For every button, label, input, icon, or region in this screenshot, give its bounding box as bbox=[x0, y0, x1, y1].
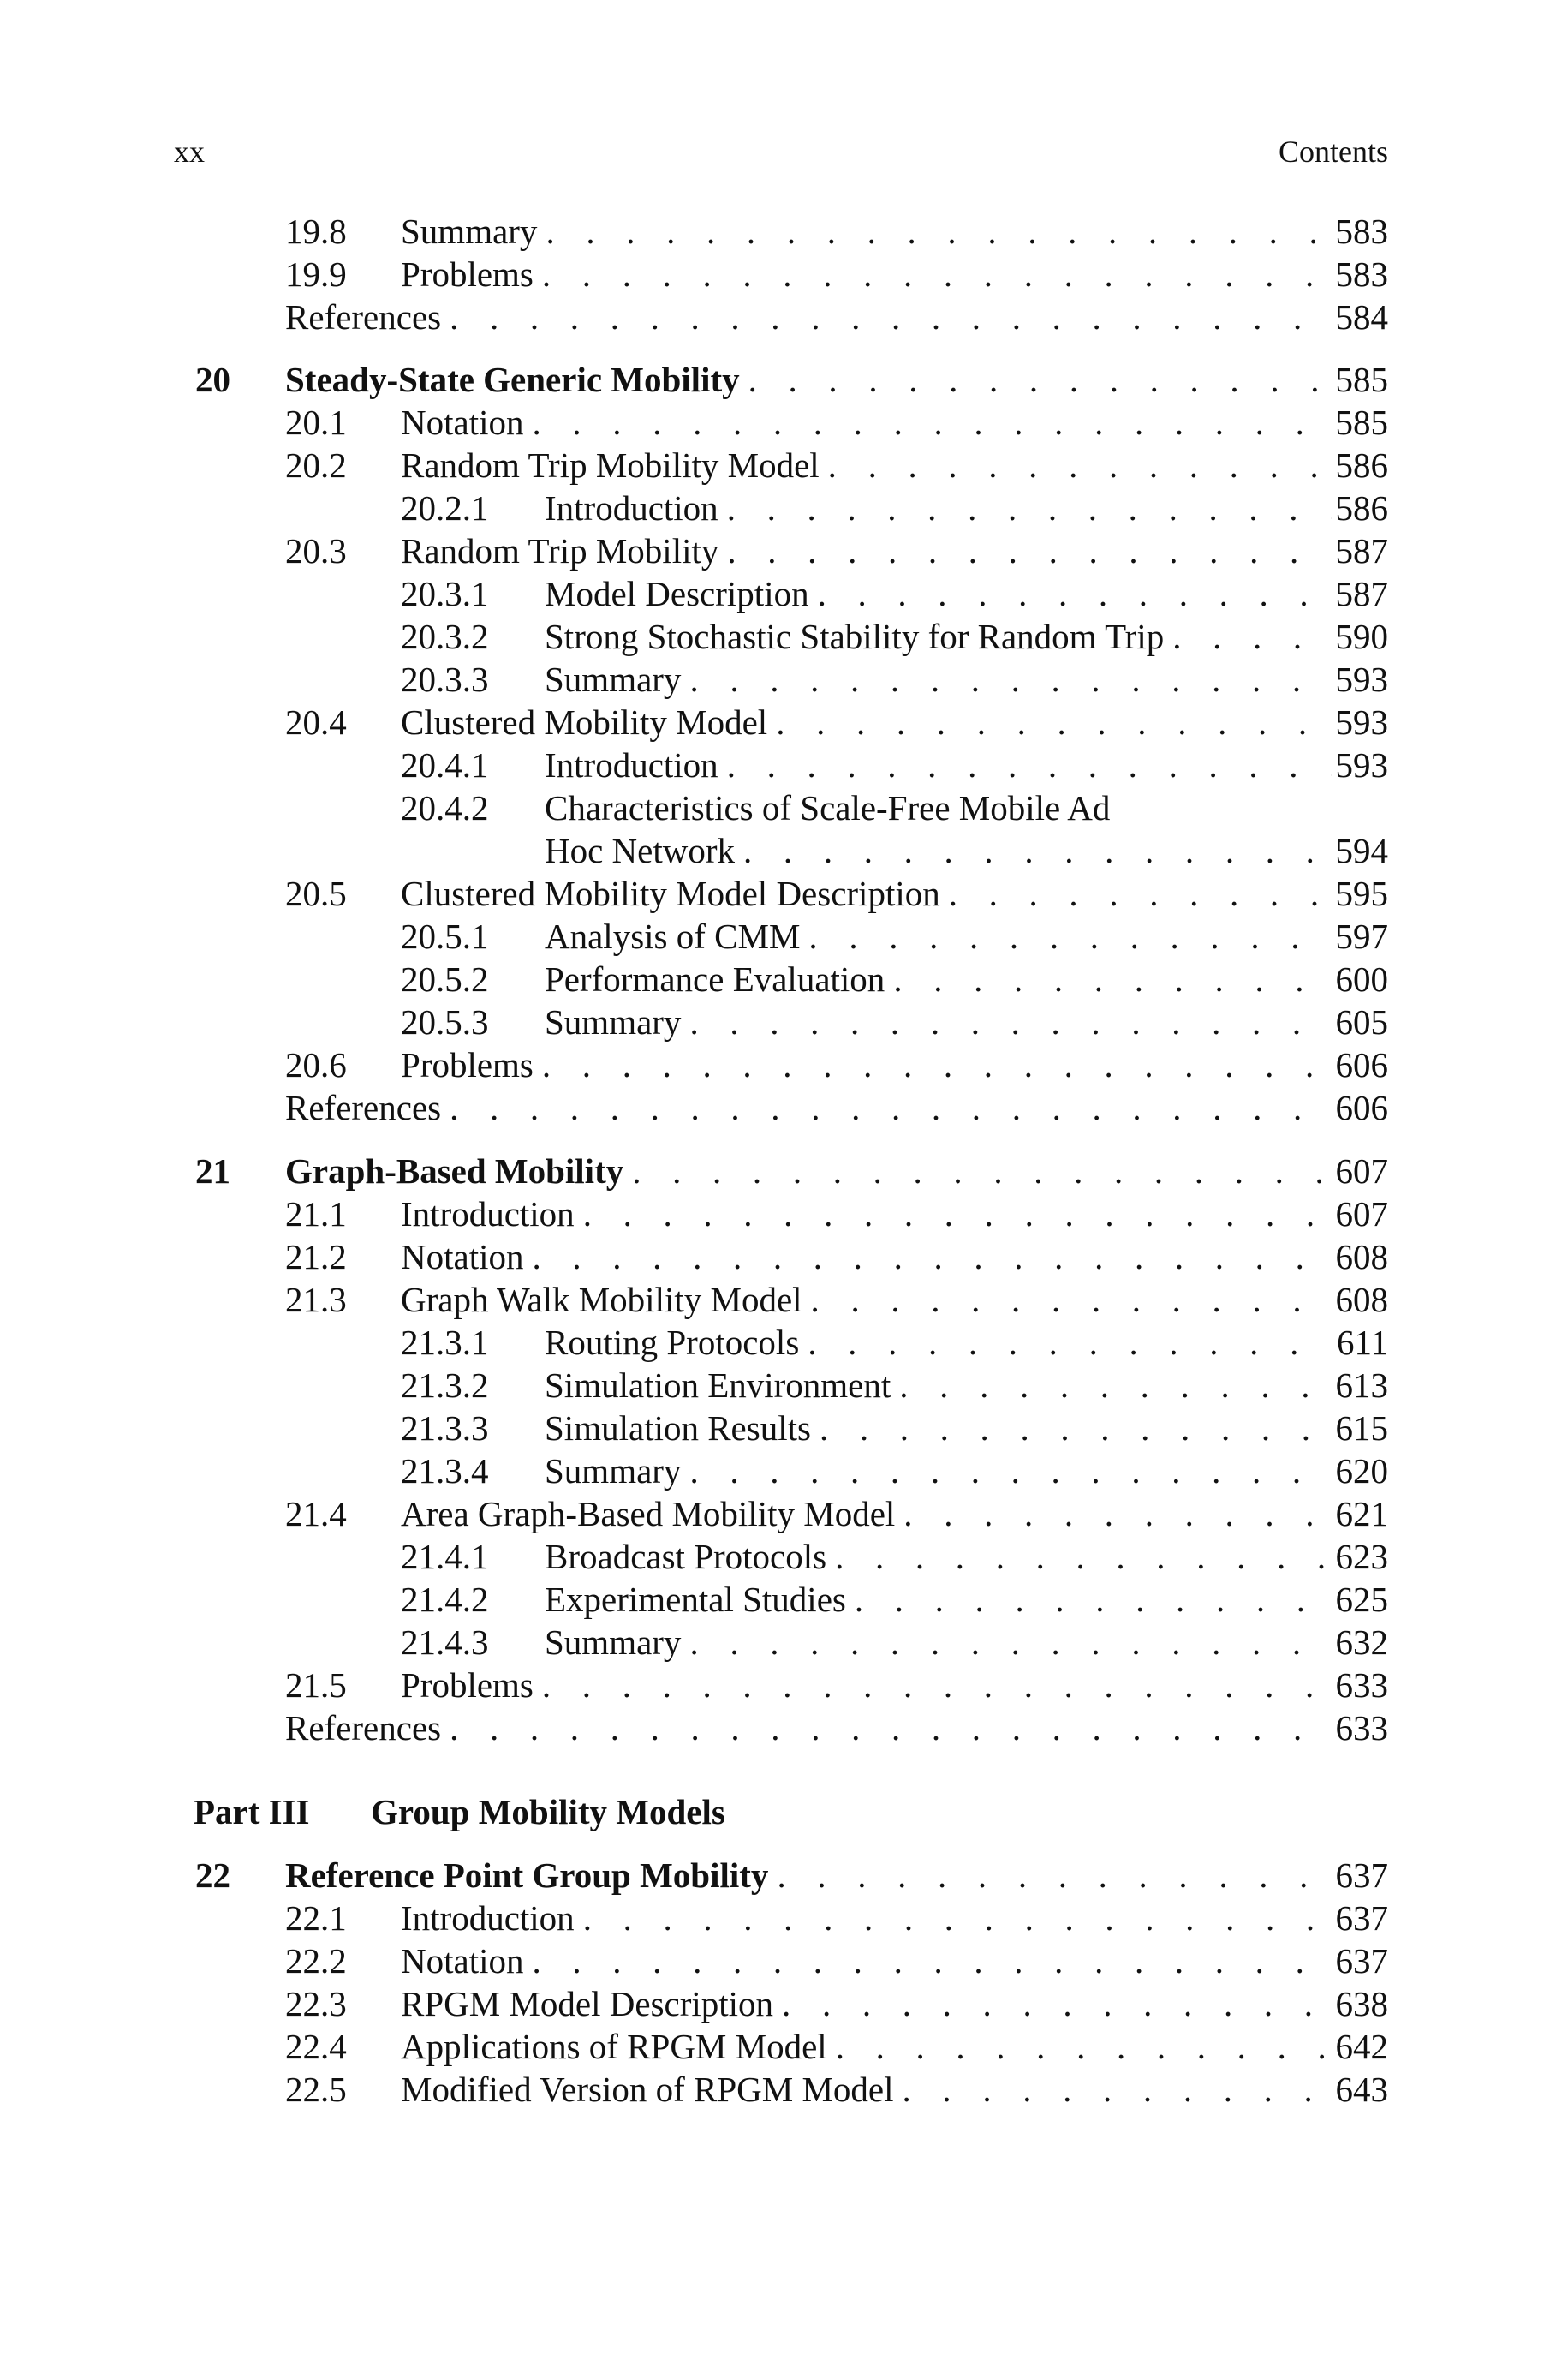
page-number: 606 bbox=[1335, 1045, 1388, 1084]
page-number: 633 bbox=[1335, 1665, 1388, 1705]
page-number: 600 bbox=[1335, 959, 1388, 999]
entry-title: Summary bbox=[545, 1622, 682, 1662]
page-number: 593 bbox=[1335, 702, 1388, 742]
toc-section-entry[interactable] bbox=[0, 701, 1568, 744]
page-number: 607 bbox=[1335, 1194, 1388, 1234]
entry-title-leader bbox=[285, 1706, 1332, 1749]
section-number: 21.4 bbox=[285, 1494, 347, 1533]
entry-title: Reference Point Group Mobility bbox=[285, 1855, 769, 1895]
section-number: 21.4.1 bbox=[401, 1537, 489, 1576]
entry-title: Introduction bbox=[545, 488, 718, 528]
dot-leader bbox=[727, 529, 1332, 572]
page-number: 613 bbox=[1335, 1365, 1388, 1405]
dot-leader bbox=[542, 1043, 1332, 1086]
section-number: 20.5 bbox=[285, 874, 347, 913]
entry-title: Analysis of CMM bbox=[545, 917, 801, 956]
entry-title-leader bbox=[401, 1192, 1332, 1235]
entry-title: References bbox=[285, 1708, 442, 1748]
dot-leader bbox=[836, 2025, 1332, 2068]
entry-title: Characteristics of Scale-Free Mobile Ad bbox=[545, 788, 1111, 828]
dot-leader bbox=[689, 1449, 1332, 1492]
section-number: 21.3 bbox=[285, 1280, 347, 1319]
part-label: Part III bbox=[194, 1792, 310, 1831]
entry-title-leader bbox=[285, 296, 1332, 338]
toc-section-entry[interactable] bbox=[0, 1982, 1568, 2025]
dot-leader bbox=[903, 2068, 1332, 2111]
dot-leader bbox=[808, 1321, 1332, 1364]
section-number: 22.3 bbox=[285, 1984, 347, 2023]
entry-title: Introduction bbox=[545, 745, 718, 785]
page-number: 637 bbox=[1335, 1941, 1388, 1981]
page-number: 583 bbox=[1335, 212, 1388, 251]
dot-leader bbox=[776, 701, 1332, 744]
section-number: 20.2.1 bbox=[401, 488, 489, 528]
chapter-number: 21 bbox=[195, 1151, 230, 1191]
toc-section-entry[interactable] bbox=[0, 2068, 1568, 2111]
dot-leader bbox=[893, 958, 1332, 1001]
page-number: 606 bbox=[1335, 1088, 1388, 1127]
entry-title: Experimental Studies bbox=[545, 1580, 846, 1619]
dot-leader bbox=[546, 210, 1332, 253]
entry-title-leader bbox=[401, 701, 1332, 744]
entry-title-leader bbox=[401, 872, 1332, 915]
section-number: 20.3 bbox=[285, 531, 347, 571]
toc-chapter-entry[interactable] bbox=[0, 1150, 1568, 1192]
entry-title: Summary bbox=[545, 1002, 682, 1042]
section-number: 22.5 bbox=[285, 2070, 347, 2109]
toc-section-entry[interactable] bbox=[0, 401, 1568, 444]
dot-leader bbox=[777, 1854, 1332, 1897]
entry-title-leader bbox=[401, 1235, 1332, 1278]
toc-subsection-entry[interactable] bbox=[0, 1449, 1568, 1492]
page-number: 585 bbox=[1335, 360, 1388, 399]
dot-leader bbox=[542, 253, 1332, 296]
running-head bbox=[174, 132, 1388, 171]
page-number: 607 bbox=[1335, 1151, 1388, 1191]
entry-title: Random Trip Mobility Model bbox=[401, 445, 820, 485]
section-number: 22.4 bbox=[285, 2027, 347, 2066]
page-number: 633 bbox=[1335, 1708, 1388, 1748]
entry-title-leader bbox=[401, 1492, 1332, 1535]
page-folio: xx bbox=[174, 134, 205, 169]
section-number: 20.3.3 bbox=[401, 660, 489, 699]
page-number: 584 bbox=[1335, 297, 1388, 337]
dot-leader bbox=[689, 1621, 1332, 1664]
toc-subsection-entry[interactable] bbox=[0, 1535, 1568, 1578]
entry-title: Model Description bbox=[545, 574, 809, 613]
entry-title-leader bbox=[285, 358, 1332, 401]
entry-title: Summary bbox=[545, 1451, 682, 1491]
page-number: 595 bbox=[1335, 874, 1388, 913]
page-number: 611 bbox=[1337, 1323, 1388, 1362]
entry-title-leader bbox=[401, 1664, 1332, 1706]
toc-section-entry[interactable] bbox=[0, 210, 1568, 253]
section-number: 21.3.3 bbox=[401, 1408, 489, 1448]
dot-leader bbox=[949, 872, 1332, 915]
toc-subsection-entry[interactable] bbox=[0, 658, 1568, 701]
dot-leader bbox=[689, 658, 1332, 701]
entry-title: Steady-State Generic Mobility bbox=[285, 360, 740, 399]
toc-references-entry[interactable] bbox=[0, 296, 1568, 338]
entry-title-leader bbox=[401, 1043, 1332, 1086]
dot-leader bbox=[743, 829, 1332, 872]
dot-leader bbox=[818, 572, 1332, 615]
dot-leader bbox=[782, 1982, 1332, 2025]
page-number: 608 bbox=[1335, 1237, 1388, 1276]
toc-subsection-entry[interactable] bbox=[0, 1364, 1568, 1407]
entry-title-leader bbox=[401, 1939, 1332, 1982]
dot-leader bbox=[1172, 615, 1332, 658]
dot-leader bbox=[899, 1364, 1332, 1407]
toc-subsection-entry[interactable] bbox=[0, 744, 1568, 786]
entry-title: Area Graph-Based Mobility Model bbox=[401, 1494, 896, 1533]
section-number: 21.4.2 bbox=[401, 1580, 489, 1619]
dot-leader bbox=[542, 1664, 1332, 1706]
entry-title-leader bbox=[545, 1621, 1332, 1664]
entry-title-leader bbox=[401, 444, 1332, 487]
entry-title-leader bbox=[401, 1278, 1332, 1321]
toc-section-entry[interactable] bbox=[0, 529, 1568, 572]
page-number: 587 bbox=[1335, 574, 1388, 613]
page-number: 623 bbox=[1335, 1537, 1388, 1576]
entry-title-leader bbox=[545, 1321, 1332, 1364]
toc-subsection-entry[interactable] bbox=[0, 615, 1568, 658]
toc-entry-continuation[interactable] bbox=[0, 829, 1568, 872]
toc-section-entry[interactable] bbox=[0, 1278, 1568, 1321]
toc-subsection-entry[interactable] bbox=[0, 1407, 1568, 1449]
page-number: 608 bbox=[1335, 1280, 1388, 1319]
toc-subsection-entry[interactable] bbox=[0, 1578, 1568, 1621]
entry-title: Random Trip Mobility bbox=[401, 531, 719, 571]
entry-title-leader bbox=[545, 786, 1332, 829]
entry-title-leader bbox=[545, 658, 1332, 701]
entry-title: Problems bbox=[401, 1665, 534, 1705]
dot-leader bbox=[835, 1535, 1332, 1578]
section-number: 22.2 bbox=[285, 1941, 347, 1981]
entry-title-leader bbox=[545, 958, 1332, 1001]
entry-title-leader bbox=[545, 1364, 1332, 1407]
entry-title-leader bbox=[545, 487, 1332, 529]
dot-leader bbox=[583, 1897, 1332, 1939]
toc-references-entry[interactable] bbox=[0, 1086, 1568, 1129]
toc-section-entry[interactable] bbox=[0, 1043, 1568, 1086]
toc-section-entry[interactable] bbox=[0, 872, 1568, 915]
entry-title: Graph-Based Mobility bbox=[285, 1151, 624, 1191]
section-number: 21.5 bbox=[285, 1665, 347, 1705]
entry-title: Notation bbox=[401, 403, 524, 442]
section-number: 20.3.1 bbox=[401, 574, 489, 613]
section-number: 20.5.2 bbox=[401, 959, 489, 999]
entry-title: Problems bbox=[401, 1045, 534, 1084]
entry-title-leader bbox=[285, 1150, 1332, 1192]
toc-subsection-entry[interactable] bbox=[0, 1001, 1568, 1043]
entry-title: References bbox=[285, 1088, 442, 1127]
page-number: 632 bbox=[1335, 1622, 1388, 1662]
page-number: 593 bbox=[1335, 660, 1388, 699]
entry-title-leader bbox=[401, 210, 1332, 253]
entry-title: Simulation Environment bbox=[545, 1365, 891, 1405]
entry-title: Performance Evaluation bbox=[545, 959, 885, 999]
entry-title-leader bbox=[401, 253, 1332, 296]
entry-title: Summary bbox=[401, 212, 538, 251]
section-number: 21.3.1 bbox=[401, 1323, 489, 1362]
dot-leader bbox=[450, 1706, 1332, 1749]
page-number: 587 bbox=[1335, 531, 1388, 571]
dot-leader bbox=[811, 1278, 1332, 1321]
dot-leader bbox=[632, 1150, 1332, 1192]
page-number: 590 bbox=[1335, 617, 1388, 656]
dot-leader bbox=[808, 915, 1332, 958]
section-number: 20.4 bbox=[285, 702, 347, 742]
dot-leader bbox=[855, 1578, 1332, 1621]
toc-subsection-entry[interactable] bbox=[0, 572, 1568, 615]
entry-title-leader bbox=[545, 1001, 1332, 1043]
dot-leader bbox=[820, 1407, 1332, 1449]
page-number: 642 bbox=[1335, 2027, 1388, 2066]
section-number: 21.4.3 bbox=[401, 1622, 489, 1662]
entry-title-leader bbox=[545, 915, 1332, 958]
dot-leader bbox=[727, 487, 1332, 529]
dot-leader bbox=[450, 1086, 1332, 1129]
page-number: 586 bbox=[1335, 488, 1388, 528]
part-title: Group Mobility Models bbox=[371, 1792, 725, 1831]
section-number: 20.4.1 bbox=[401, 745, 489, 785]
entry-title: Clustered Mobility Model bbox=[401, 702, 768, 742]
page-number: 597 bbox=[1335, 917, 1388, 956]
entry-title: Introduction bbox=[401, 1898, 575, 1938]
dot-leader bbox=[727, 744, 1332, 786]
page-number: 638 bbox=[1335, 1984, 1388, 2023]
page-number: 583 bbox=[1335, 254, 1388, 294]
entry-title-leader bbox=[545, 615, 1332, 658]
page-number: 593 bbox=[1335, 745, 1388, 785]
entry-title: Notation bbox=[401, 1237, 524, 1276]
section-number: 20.1 bbox=[285, 403, 347, 442]
entry-title: Applications of RPGM Model bbox=[401, 2027, 827, 2066]
toc-section-entry[interactable] bbox=[0, 444, 1568, 487]
section-number: 20.5.3 bbox=[401, 1002, 489, 1042]
entry-title: Simulation Results bbox=[545, 1408, 811, 1448]
page-number: 637 bbox=[1335, 1855, 1388, 1895]
entry-title: Graph Walk Mobility Model bbox=[401, 1280, 802, 1319]
entry-title-leader bbox=[401, 1982, 1332, 2025]
toc-section-entry[interactable] bbox=[0, 1939, 1568, 1982]
toc-section-entry[interactable] bbox=[0, 2025, 1568, 2068]
entry-title: Notation bbox=[401, 1941, 524, 1981]
toc-section-entry[interactable] bbox=[0, 1492, 1568, 1535]
dot-leader bbox=[689, 1001, 1332, 1043]
entry-title: Summary bbox=[545, 660, 682, 699]
toc-chapter-entry[interactable] bbox=[0, 1854, 1568, 1897]
toc-chapter-entry[interactable] bbox=[0, 358, 1568, 401]
section-number: 21.3.2 bbox=[401, 1365, 489, 1405]
section-number: 22.1 bbox=[285, 1898, 347, 1938]
toc-section-entry[interactable] bbox=[0, 1664, 1568, 1706]
entry-title: Introduction bbox=[401, 1194, 575, 1234]
entry-title-leader bbox=[285, 1854, 1332, 1897]
page-number: 586 bbox=[1335, 445, 1388, 485]
section-number: 20.6 bbox=[285, 1045, 347, 1084]
dot-leader bbox=[532, 1235, 1332, 1278]
toc-subsection-entry[interactable] bbox=[0, 1321, 1568, 1364]
section-number: 20.3.2 bbox=[401, 617, 489, 656]
toc-section-entry[interactable] bbox=[0, 1897, 1568, 1939]
entry-title-leader bbox=[401, 2068, 1332, 2111]
page-number: 620 bbox=[1335, 1451, 1388, 1491]
toc-subsection-entry[interactable] bbox=[0, 958, 1568, 1001]
section-number: 20.2 bbox=[285, 445, 347, 485]
entry-title-leader bbox=[545, 1535, 1332, 1578]
entry-title-leader bbox=[545, 744, 1332, 786]
section-number: 19.9 bbox=[285, 254, 347, 294]
entry-title-leader bbox=[401, 401, 1332, 444]
entry-title: Broadcast Protocols bbox=[545, 1537, 827, 1576]
entry-title: Modified Version of RPGM Model bbox=[401, 2070, 894, 2109]
toc-section-entry[interactable] bbox=[0, 1235, 1568, 1278]
entry-title-leader bbox=[545, 572, 1332, 615]
entry-title-leader bbox=[401, 529, 1332, 572]
entry-title-leader bbox=[401, 2025, 1332, 2068]
page-number: 615 bbox=[1335, 1408, 1388, 1448]
chapter-number: 20 bbox=[195, 360, 230, 399]
page-number: 643 bbox=[1335, 2070, 1388, 2109]
toc-subsection-entry[interactable] bbox=[0, 487, 1568, 529]
entry-title: Hoc Network bbox=[545, 831, 736, 870]
section-number: 21.3.4 bbox=[401, 1451, 489, 1491]
dot-leader bbox=[903, 1492, 1332, 1535]
entry-title: Problems bbox=[401, 254, 534, 294]
entry-title-leader bbox=[545, 1407, 1332, 1449]
page-number: 625 bbox=[1335, 1580, 1388, 1619]
toc-references-entry[interactable] bbox=[0, 1706, 1568, 1749]
toc-section-entry[interactable] bbox=[0, 1192, 1568, 1235]
dot-leader bbox=[532, 1939, 1332, 1982]
entry-title: Routing Protocols bbox=[545, 1323, 800, 1362]
section-number: 19.8 bbox=[285, 212, 347, 251]
toc-section-entry[interactable] bbox=[0, 253, 1568, 296]
toc-subsection-entry[interactable] bbox=[0, 786, 1568, 829]
running-title: Contents bbox=[1278, 134, 1388, 169]
entry-title-leader bbox=[545, 1449, 1332, 1492]
dot-leader bbox=[583, 1192, 1332, 1235]
section-number: 20.5.1 bbox=[401, 917, 489, 956]
toc-subsection-entry[interactable] bbox=[0, 1621, 1568, 1664]
dot-leader bbox=[748, 358, 1332, 401]
dot-leader bbox=[828, 444, 1332, 487]
dot-leader bbox=[532, 401, 1332, 444]
section-number: 21.2 bbox=[285, 1237, 347, 1276]
section-number: 20.4.2 bbox=[401, 788, 489, 828]
entry-title-leader bbox=[545, 829, 1332, 872]
entry-title-leader bbox=[401, 1897, 1332, 1939]
page-number: 637 bbox=[1335, 1898, 1388, 1938]
page-number: 621 bbox=[1335, 1494, 1388, 1533]
entry-title: Clustered Mobility Model Description bbox=[401, 874, 940, 913]
entry-title: References bbox=[285, 297, 442, 337]
chapter-number: 22 bbox=[195, 1855, 230, 1895]
page-number: 605 bbox=[1335, 1002, 1388, 1042]
entry-title-leader bbox=[285, 1086, 1332, 1129]
section-number: 21.1 bbox=[285, 1194, 347, 1234]
toc-part-heading bbox=[0, 1790, 1568, 1833]
toc-subsection-entry[interactable] bbox=[0, 915, 1568, 958]
page-number: 585 bbox=[1335, 403, 1388, 442]
entry-title: Strong Stochastic Stability for Random Trip bbox=[545, 617, 1165, 656]
dot-leader bbox=[450, 296, 1332, 338]
entry-title-leader bbox=[545, 1578, 1332, 1621]
entry-title: RPGM Model Description bbox=[401, 1984, 774, 2023]
page-number: 594 bbox=[1335, 831, 1388, 870]
